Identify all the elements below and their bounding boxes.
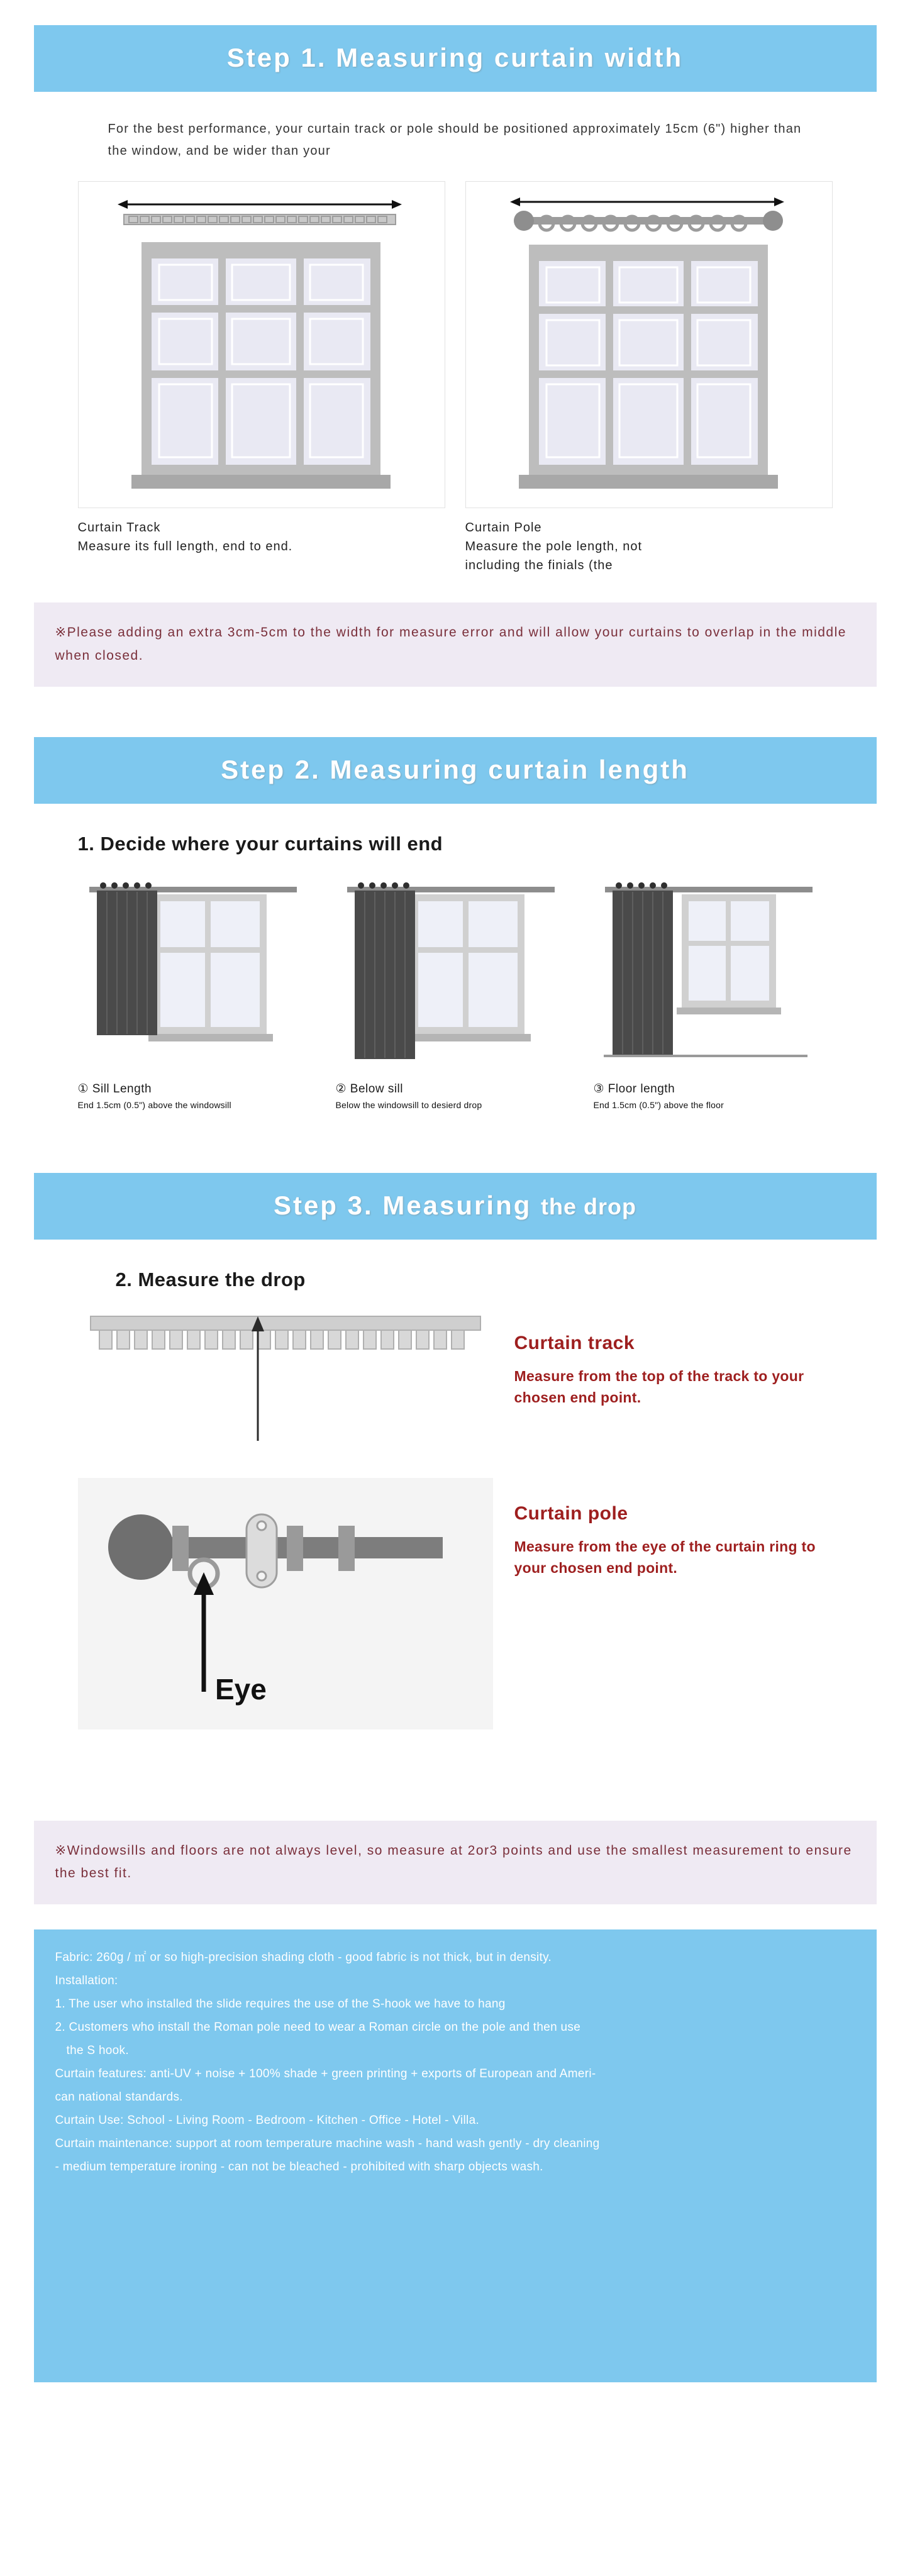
curtain-track-caption [78,518,445,556]
curtain-track-caption-desc: Measure its full length, end to end. [77,540,293,553]
sill-length-label: ① Sill Length [77,1082,152,1096]
curtain-pole-card [465,181,833,575]
drop-pole-heading: Curtain pole [514,1502,628,1524]
curtain-track-illustration [78,181,445,508]
below-sill-illustration [336,872,575,1079]
info-line-2: Installation: [55,1974,118,1988]
curtain-pole-caption [465,518,833,575]
curtain-track-svg [79,182,445,508]
info-line-8: Curtain Use: School - Living Room - Bedroom - Kitchen - Office - Hotel - Villa. [55,2114,480,2128]
drop-pole-row [78,1478,833,1733]
info-line-4: 2. Customers who install the Roman pole need to wear a Roman circle on the pole and then use [55,2021,581,2035]
drop-track-text [514,1307,833,1409]
sill-length-desc: End 1.5cm (0.5") above the windowsill [77,1099,231,1110]
option-floor-length [594,872,833,1110]
curtain-pole-caption-desc2: including the finials (the [465,558,613,572]
step3-title: Step 3. Measuring [273,1190,532,1220]
curtain-pole-svg [466,182,833,508]
info-line-10: - medium temperature ironing - can not be bleached - prohibited with sharp objects wash. [55,2160,543,2174]
step1-intro: For the best performance, your curtain track or pole should be positioned approximately 15cm (6") higher than the window, and be wider than your [108,122,802,158]
drop-track-illustration [78,1307,493,1455]
step3-title-sub: the drop [541,1193,637,1219]
sill-length-svg [78,872,317,1079]
step1-note: ※Please adding an extra 3cm-5cm to the width for measure error and will allow your curtains to overlap in the middle when closed. [34,602,877,687]
info-line-1: Fabric: 260g / ㎡ or so high-precision shading cloth - good fabric is not thick, but in density. [55,1951,552,1964]
step2-title: Step 2. Measuring curtain length [221,754,689,784]
step3-title-bar [34,1173,877,1240]
curtain-pole-illustration [465,181,833,508]
step2-options [78,872,833,1110]
step3-subhead: 2. Measure the drop [115,1268,306,1291]
curtain-track-caption-title: Curtain Track [77,521,161,535]
info-line-9: Curtain maintenance: support at room temperature machine wash - hand wash gently - dry cleaning [55,2137,600,2151]
below-sill-label: ② Below sill [335,1082,404,1096]
info-line-6: Curtain features: anti-UV + noise + 100% shade + green printing + exports of European and Ameri- [55,2067,596,2081]
drop-pole-desc: Measure from the eye of the curtain ring to your chosen end point. [514,1538,816,1576]
floor-length-svg [594,872,833,1079]
step1-cards [78,181,833,575]
eye-label: Eye [214,1672,267,1706]
step1-title: Step 1. Measuring curtain width [226,43,684,72]
below-sill-svg [336,872,575,1079]
drop-pole-text [514,1478,833,1579]
info-line-5: the S hook. [66,2044,129,2058]
info-line-7: can national standards. [55,2090,183,2104]
curtain-pole-caption-title: Curtain Pole [465,521,542,535]
info-line-3: 1. The user who installed the slide requires the use of the S-hook we have to hang [55,1997,506,2011]
curtain-pole-caption-desc1: Measure the pole length, not [465,540,643,553]
option-sill-length [78,872,317,1110]
floor-length-label: ③ Floor length [593,1082,675,1096]
floor-length-desc: End 1.5cm (0.5") above the floor [593,1099,724,1110]
option-below-sill [336,872,575,1110]
drop-pole-illustration [78,1478,493,1733]
step3-note: ※Windowsills and floors are not always level, so measure at 2or3 points and use the smallest measurement to ensure the best fit. [34,1821,877,1905]
drop-track-heading: Curtain track [514,1332,635,1353]
curtain-track-card [78,181,445,575]
step2-subhead: 1. Decide where your curtains will end [77,832,443,855]
drop-pole-svg [78,1478,493,1729]
sill-length-illustration [78,872,317,1079]
below-sill-desc: Below the windowsill to desierd drop [335,1099,482,1110]
step1-title-bar [34,25,877,92]
step2-title-bar [34,737,877,804]
product-info-block [34,1929,877,2382]
drop-track-desc: Measure from the top of the track to your chosen end point. [514,1367,804,1406]
drop-track-svg [78,1307,493,1452]
drop-track-row [78,1307,833,1455]
floor-length-illustration [594,872,833,1079]
